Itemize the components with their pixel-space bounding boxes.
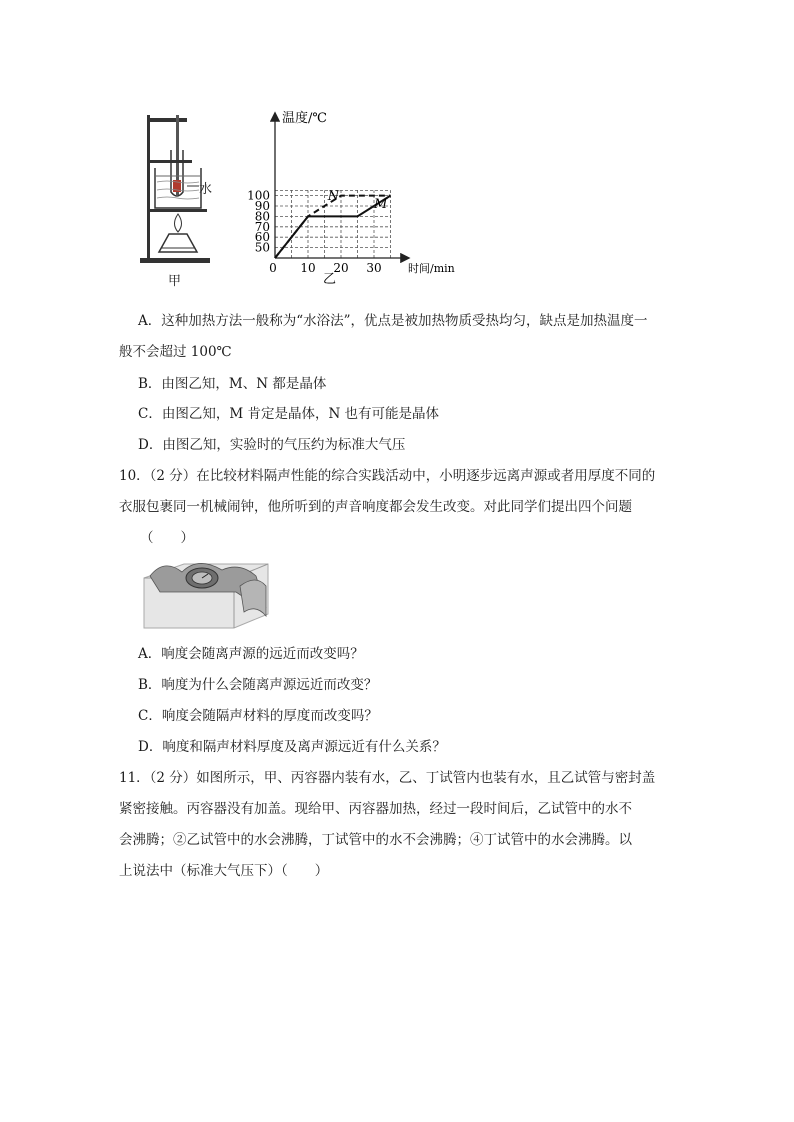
figure-yi-chart [247, 104, 470, 287]
q11-stem-line-4: 上说法中（标准大气压下）（ ） [119, 863, 329, 879]
q10-option-c: C．响度会随隔声材料的厚度而改变吗？ [138, 708, 378, 724]
x-tick-label: 20 [333, 261, 349, 275]
alarm-clock-box-image [140, 556, 280, 632]
y-tick-label: 80 [254, 209, 270, 224]
x-tick-label: 30 [366, 261, 382, 275]
q10-option-d: D．响度和隔声材料厚度及离声源远近有什么关系？ [138, 739, 446, 755]
x-tick-label: 0 [269, 261, 277, 275]
q11-stem-line-2: 紧密接触。丙容器没有加盖。现给甲、丙容器加热，经过一段时间后，乙试管中的水不 [119, 801, 632, 817]
y-axis-label: 温度/℃ [282, 111, 327, 126]
figure-jia [135, 110, 225, 289]
q9-option-d: D．由图乙知，实验时的气压约为标准大气压 [138, 437, 406, 453]
figure-jia-caption: 甲 [168, 274, 182, 289]
x-axis-label: 时间/min [408, 262, 455, 275]
series-label-m: M [374, 197, 388, 213]
q9-option-a-cont: 般不会超过 100℃ [119, 344, 232, 360]
water-label: 水 [199, 182, 213, 197]
q9-option-b: B．由图乙知，M、N 都是晶体 [138, 376, 327, 392]
alarm-clock-wrapped-in-box [140, 556, 280, 632]
y-tick-label: 90 [254, 199, 270, 213]
x-tick-label: 10 [300, 261, 316, 275]
temperature-time-chart [247, 104, 470, 287]
q10-stem-line-1: 10．（2 分）在比较材料隔声性能的综合实践活动中，小明逐步远离声源或者用厚度不同的 [119, 468, 656, 484]
y-tick-label: 60 [254, 230, 270, 245]
q9-option-a: A．这种加热方法一般称为“水浴法”，优点是被加热物质受热均匀，缺点是加热温度一 [138, 313, 648, 329]
y-tick-label: 100 [247, 188, 270, 203]
q11-stem-line-1: 11．（2 分）如图所示，甲、丙容器内装有水，乙、丁试管内也装有水，且乙试管与密封盖 [119, 770, 656, 786]
water-bath-apparatus-drawing [135, 110, 225, 285]
series-label-n: N [327, 188, 340, 204]
q10-option-b: B．响度为什么会随离声源远近而改变？ [138, 677, 378, 693]
q10-option-a: A．响度会随离声源的远近而改变吗？ [138, 646, 364, 662]
q9-option-c: C．由图乙知，M 肯定是晶体，N 也有可能是晶体 [138, 406, 440, 422]
chart-caption: 乙 [323, 272, 337, 287]
y-tick-label: 50 [254, 240, 270, 255]
q10-stem-line-2: 衣服包裹同一机械闹钟，他所听到的声音响度都会发生改变。对此同学们提出四个问题 [119, 499, 632, 515]
y-tick-label: 70 [254, 219, 270, 234]
q10-stem-line-3: （ ） [140, 530, 194, 546]
q11-stem-line-3: 会沸腾；②乙试管中的水会沸腾，丁试管中的水不会沸腾；④丁试管中的水会沸腾。以 [119, 832, 632, 848]
